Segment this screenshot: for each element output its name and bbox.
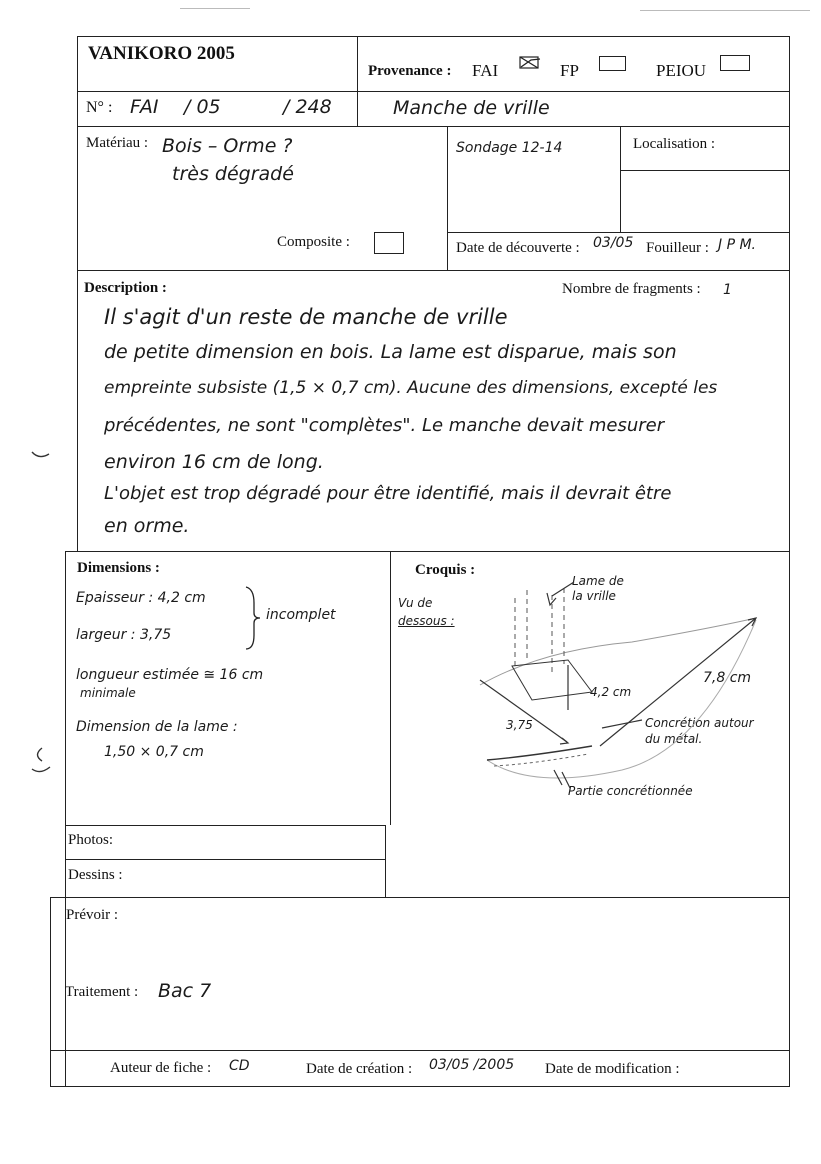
- blade-dimension-label: Dimension de la lame :: [76, 719, 238, 735]
- handle-sketch: [392, 560, 788, 824]
- sketch-dim-length: 7,8 cm: [703, 670, 752, 686]
- photos-label: Photos:: [68, 832, 114, 848]
- checked-box-icon: [519, 56, 541, 71]
- description-line-3: empreinte subsiste (1,5 × 0,7 cm). Aucune des dimensions, excepté les: [104, 378, 718, 398]
- treatment-value: Bac 7: [158, 980, 212, 1002]
- drawings-label: Dessins :: [68, 867, 123, 883]
- fouilleur-value: J P M.: [718, 237, 757, 253]
- localisation-label: Localisation :: [633, 136, 716, 152]
- description-label: Description :: [84, 280, 167, 296]
- object-name: Manche de vrille: [393, 97, 550, 119]
- modification-date-label: Date de modification :: [545, 1061, 680, 1077]
- sketch-view-line-1: Vu de: [398, 596, 433, 610]
- treatment-label: Traitement :: [65, 984, 139, 1000]
- description-line-6: L'objet est trop dégradé pour être identifié, mais il devrait être: [104, 483, 672, 504]
- margin-tick-mark: [30, 747, 54, 777]
- author-label: Auteur de fiche :: [110, 1060, 212, 1076]
- material-label: Matériau :: [86, 135, 149, 151]
- composite-label: Composite :: [277, 234, 350, 250]
- discovery-date-label: Date de découverte :: [456, 240, 580, 256]
- sketch-concretion-label-2: du métal.: [645, 732, 703, 746]
- dimension-thickness: Epaisseur : 4,2 cm: [76, 590, 206, 606]
- option-fp-checkbox[interactable]: [599, 56, 626, 71]
- number-label: N° :: [86, 99, 113, 116]
- description-line-5: environ 16 cm de long.: [104, 451, 324, 473]
- material-line-1: Bois – Orme ?: [162, 135, 293, 157]
- dimensions-label: Dimensions :: [77, 560, 160, 576]
- form-title: VANIKORO 2005: [88, 43, 235, 64]
- description-line-1: Il s'agit d'un reste de manche de vrille: [104, 305, 508, 329]
- brace-icon: [244, 585, 262, 651]
- author-value: CD: [229, 1058, 250, 1074]
- description-line-2: de petite dimension en bois. La lame est disparue, mais son: [104, 341, 677, 363]
- number-index: / 248: [283, 96, 332, 118]
- option-fai-label: FAI: [472, 61, 499, 80]
- scan-artifact: [640, 10, 810, 11]
- scan-artifact: [180, 8, 250, 9]
- fouilleur-label: Fouilleur :: [646, 240, 709, 256]
- description-line-4: précédentes, ne sont "complètes". Le manche devait mesurer: [104, 415, 665, 436]
- sketch-label: Croquis :: [415, 562, 476, 578]
- dimension-length-note: minimale: [80, 686, 136, 700]
- blade-dimension-value: 1,50 × 0,7 cm: [104, 744, 204, 760]
- planned-label: Prévoir :: [66, 907, 119, 923]
- discovery-date-value: 03/05: [593, 235, 634, 251]
- option-peiou-label: PEIOU: [656, 61, 707, 80]
- option-fai-checkbox[interactable]: [519, 56, 541, 71]
- creation-date-value: 03/05 /2005: [429, 1057, 515, 1073]
- sketch-blade-label-2: la vrille: [572, 589, 616, 603]
- fragments-value: 1: [723, 282, 732, 298]
- sketch-dim-thickness: 4,2 cm: [590, 685, 632, 699]
- option-fp-label: FP: [560, 61, 579, 80]
- description-line-7: en orme.: [104, 515, 190, 537]
- option-peiou-checkbox[interactable]: [720, 55, 750, 71]
- sketch-dim-width: 3,75: [506, 718, 533, 732]
- sondage-value: Sondage 12-14: [456, 140, 563, 156]
- sketch-concretion-label-1: Concrétion autour: [645, 716, 754, 730]
- provenance-label: Provenance :: [368, 63, 452, 79]
- number-year: / 05: [184, 96, 221, 118]
- number-site: FAI: [130, 96, 159, 118]
- sketch-blade-label-1: Lame de: [572, 574, 624, 588]
- sketch-view-line-2: dessous :: [398, 614, 455, 628]
- dimension-width: largeur : 3,75: [76, 627, 172, 643]
- sketch-concreted-part-label: Partie concrétionnée: [568, 784, 693, 798]
- composite-checkbox[interactable]: [374, 232, 404, 254]
- margin-tick-mark: [31, 450, 51, 462]
- material-line-2: très dégradé: [172, 163, 294, 185]
- dimension-length: longueur estimée ≅ 16 cm: [76, 667, 264, 683]
- fragments-label: Nombre de fragments :: [562, 281, 701, 297]
- incomplete-note: incomplet: [266, 607, 336, 623]
- creation-date-label: Date de création :: [306, 1061, 413, 1077]
